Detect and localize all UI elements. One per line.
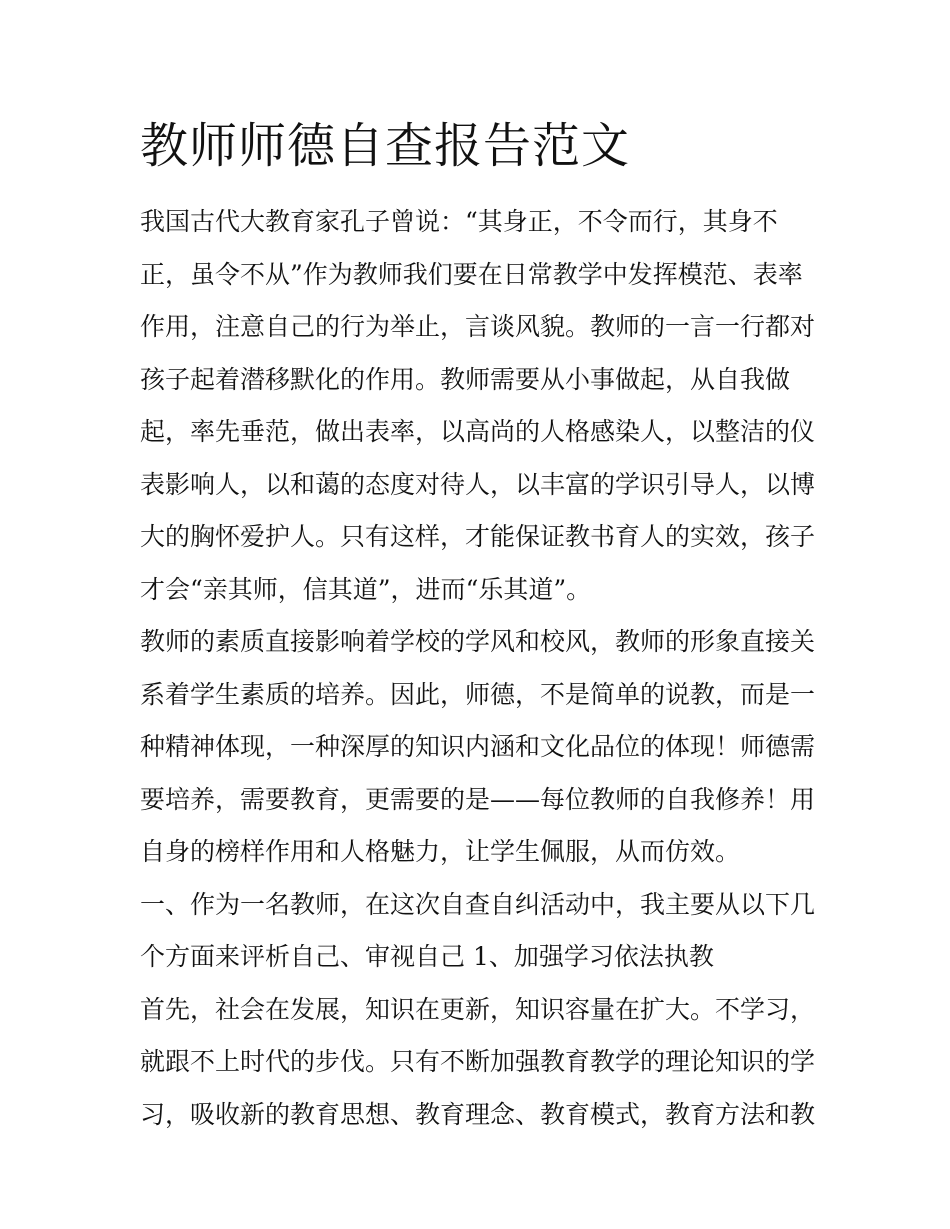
body-line: 大的胸怀爱护人。只有这样，才能保证教书育人的实效，孩子 bbox=[140, 522, 816, 551]
body-line: 表影响人，以和蔼的态度对待人，以丰富的学识引导人，以博 bbox=[140, 469, 816, 499]
document-title: 教师师德自查报告范文 bbox=[140, 118, 631, 174]
body-line: 自身的榜样作用和人格魅力，让学生佩服，从而仿效。 bbox=[140, 837, 741, 866]
body-line: 作用，注意自己的行为举止，言谈风貌。教师的一言一行都对 bbox=[140, 312, 816, 341]
body-line: 孩子起着潜移默化的作用。教师需要从小事做起，从自我做 bbox=[140, 364, 791, 394]
body-line: 种精神体现，一种深厚的知识内涵和文化品位的体现！师德需 bbox=[140, 732, 816, 761]
body-line: 就跟不上时代的步伐。只有不断加强教育教学的理论知识的学 bbox=[140, 1047, 816, 1076]
body-line: 起，率先垂范，做出表率，以高尚的人格感染人，以整洁的仪 bbox=[140, 417, 816, 446]
body-line: 一、作为一名教师，在这次自查自纠活动中，我主要从以下几 bbox=[140, 889, 816, 919]
body-line: 首先，社会在发展，知识在更新，知识容量在扩大。不学习， bbox=[140, 994, 816, 1024]
document-body bbox=[140, 196, 820, 1141]
body-line: 习，吸收新的教育思想、教育理念、教育模式，教育方法和教 bbox=[140, 1099, 816, 1129]
body-line: 正，虽令不从”作为教师我们要在日常教学中发挥模范、表率 bbox=[140, 259, 803, 289]
body-line: 才会“亲其师，信其道”，进而“乐其道”。 bbox=[140, 574, 592, 604]
body-line: 我国古代大教育家孔子曾说：“其身正，不令而行，其身不 bbox=[140, 207, 778, 236]
body-line: 教师的素质直接影响着学校的学风和校风，教师的形象直接关 bbox=[140, 627, 816, 656]
body-line: 要培养，需要教育，更需要的是——每位教师的自我修养！用 bbox=[140, 784, 816, 814]
body-line: 系着学生素质的培养。因此，师德，不是简单的说教，而是一 bbox=[140, 679, 816, 709]
body-line: 个方面来评析自己、审视自己 1、加强学习依法执教 bbox=[140, 942, 714, 971]
